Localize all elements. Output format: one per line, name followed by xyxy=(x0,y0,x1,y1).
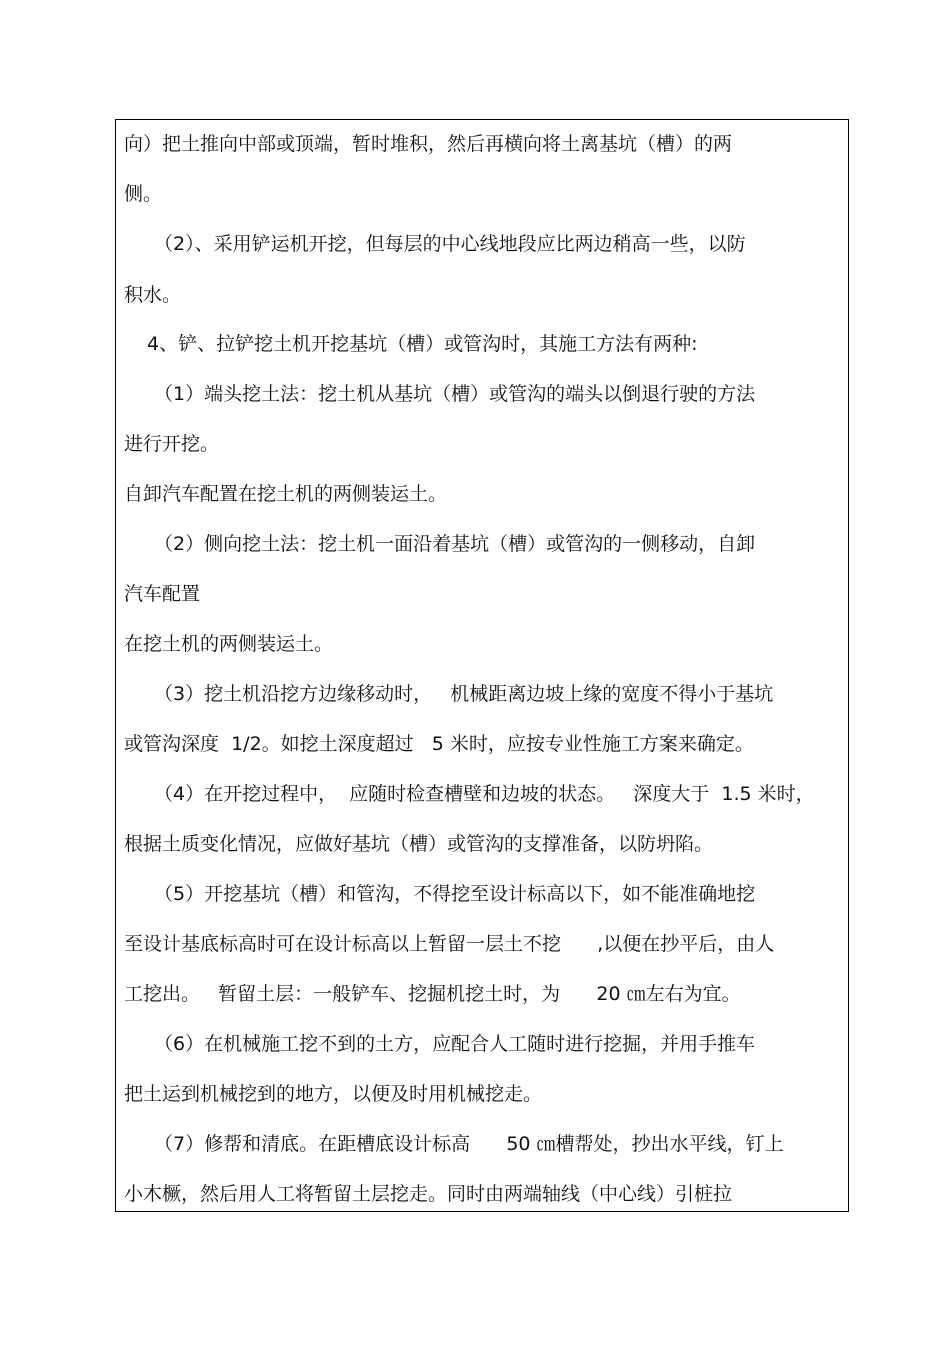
text-line: 自卸汽车配置在挖土机的两侧装运土。 xyxy=(124,483,448,505)
text-line: 积水。 xyxy=(124,284,182,306)
text-line: 汽车配置 xyxy=(124,583,201,605)
text-line: 在挖土机的两侧装运土。 xyxy=(124,633,334,655)
text-line: 根据土质变化情况，应做好基坑（槽）或管沟的支撑准备，以防坍陷。 xyxy=(124,833,714,855)
text-line: 或管沟深度 1/2。如挖土深度超过 5 米时，应按专业性施工方案来确定。 xyxy=(124,733,754,755)
text-line: 4、铲、拉铲挖土机开挖基坑（槽）或管沟时，其施工方法有两种: xyxy=(147,333,698,355)
document-frame xyxy=(115,119,849,1212)
text-line: （2）、采用铲运机开挖，但每层的中心线地段应比两边稍高一些，以防 xyxy=(154,233,746,255)
text-line: 至设计基底标高时可在设计标高以上暂留一层土不挖 ,以便在抄平后，由人 xyxy=(124,933,775,955)
text-line: 侧。 xyxy=(124,183,163,205)
text-line: （4）在开挖过程中， 应随时检查槽壁和边坡的状态。 深度大于 1.5 米时， xyxy=(154,783,815,805)
text-line: （6）在机械施工挖不到的土方，应配合人工随时进行挖掘，并用手推车 xyxy=(154,1033,756,1055)
text-line: 小木橛，然后用人工将暂留土层挖走。同时由两端轴线（中心线）引桩拉 xyxy=(124,1183,733,1205)
text-line: （7）修帮和清底。在距槽底设计标高 50 ㎝槽帮处，抄出水平线，钉上 xyxy=(154,1133,784,1155)
text-line: 把土运到机械挖到的地方，以便及时用机械挖走。 xyxy=(124,1083,543,1105)
text-line: （3）挖土机沿挖方边缘移动时， 机械距离边坡上缘的宽度不得小于基坑 xyxy=(154,683,774,705)
text-line: （2）侧向挖土法：挖土机一面沿着基坑（槽）或管沟的一侧移动，自卸 xyxy=(154,533,756,555)
text-line: 向）把土推向中部或顶端，暂时堆积，然后再横向将土离基坑（槽）的两 xyxy=(124,133,733,155)
text-line: 工挖出。 暂留土层：一般铲车、挖掘机挖土时，为 20 ㎝左右为宜。 xyxy=(124,983,741,1005)
text-line: （5）开挖基坑（槽）和管沟，不得挖至设计标高以下，如不能准确地挖 xyxy=(154,883,756,905)
text-line: 进行开挖。 xyxy=(124,433,220,455)
text-line: （1）端头挖土法：挖土机从基坑（槽）或管沟的端头以倒退行驶的方法 xyxy=(154,383,756,405)
